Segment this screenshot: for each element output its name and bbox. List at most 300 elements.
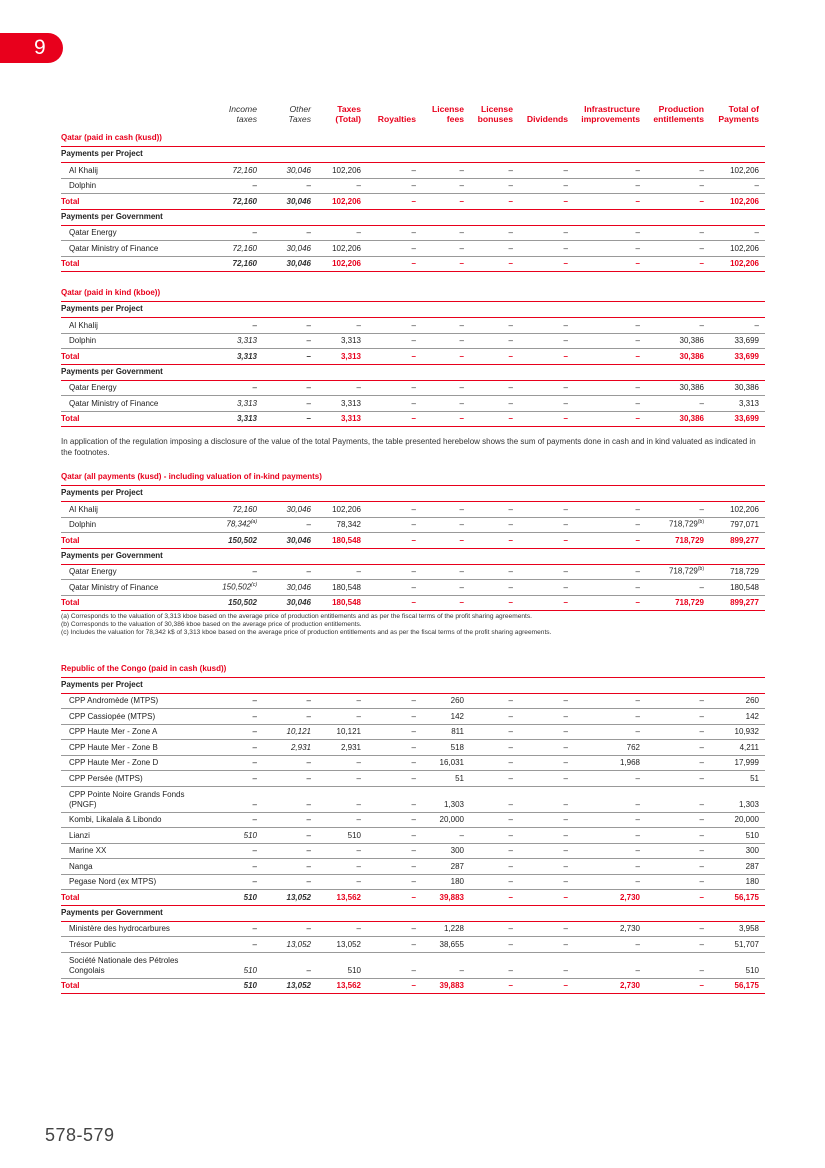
cell-value: 102,206 <box>730 165 759 175</box>
cell-value: – <box>252 758 257 768</box>
group-subtitle: Payments per Government <box>61 210 765 226</box>
cell-value: 13,562 <box>336 981 361 991</box>
cell-value: 510 <box>745 830 759 840</box>
cell-value: 13,052 <box>286 892 311 902</box>
cell-value: – <box>508 336 513 345</box>
cell-value: – <box>252 696 257 706</box>
cell-value: – <box>563 892 568 902</box>
cell-value: – <box>508 696 513 706</box>
cell-value: 38,655 <box>439 939 464 949</box>
section-title: Republic of the Congo (paid in cash (kusd)) <box>61 662 765 678</box>
column-header: Total of Payments <box>718 104 759 124</box>
cell-value: – <box>356 320 361 330</box>
row-label: Al Khalij <box>69 320 98 330</box>
cell-value: – <box>699 727 704 737</box>
cell-value: 78,342 <box>336 520 361 529</box>
cell-value: – <box>459 567 464 576</box>
cell-value: – <box>699 846 704 856</box>
cell-value: – <box>699 924 704 934</box>
cell-value: – <box>252 727 257 737</box>
cell-value: 72,160 <box>232 243 257 253</box>
cell-value: 13,562 <box>336 892 361 902</box>
row-label: Trésor Public <box>69 939 116 949</box>
cell-value: 180 <box>745 877 759 887</box>
cell-value: – <box>411 383 416 392</box>
cell-value: – <box>252 861 257 871</box>
row-label: Qatar Ministry of Finance <box>69 582 159 592</box>
cell-value: – <box>699 582 704 592</box>
row-label: Kombi, Likalala & Libondo <box>69 815 162 825</box>
cell-value: 718,729$^{(b)}$ <box>668 566 704 576</box>
cell-value: – <box>459 196 464 206</box>
cell-value: 30,046 <box>286 259 311 268</box>
group-subtitle: Payments per Government <box>61 906 765 922</box>
cell-value: – <box>563 799 568 809</box>
cell-value: – <box>356 181 361 190</box>
cell-value: – <box>508 351 513 361</box>
cell-value: – <box>699 165 704 175</box>
cell-value: 300 <box>745 846 759 856</box>
column-header: Other Taxes <box>288 104 311 124</box>
cell-value: – <box>411 742 416 752</box>
cell-value: – <box>306 846 311 856</box>
cell-value: – <box>563 243 568 253</box>
cell-value: – <box>411 965 416 975</box>
table-row <box>61 565 765 581</box>
cell-value: 39,883 <box>439 892 464 902</box>
table-row <box>61 396 765 412</box>
cell-value: – <box>508 981 513 991</box>
cell-value: 150,502 <box>228 598 257 607</box>
cell-value: – <box>508 398 513 408</box>
group-subtitle: Payments per Project <box>61 678 765 694</box>
cell-value: – <box>411 228 416 237</box>
table-row <box>61 813 765 829</box>
cell-value: – <box>699 758 704 768</box>
cell-value: – <box>252 711 257 721</box>
cell-value: – <box>252 939 257 949</box>
cell-value: 33,699 <box>734 351 759 361</box>
cell-value: 510 <box>347 965 361 975</box>
cell-value: – <box>411 758 416 768</box>
cell-value: 718,729 <box>730 567 759 576</box>
cell-value: – <box>252 383 257 392</box>
cell-value: – <box>252 773 257 783</box>
cell-value: – <box>459 965 464 975</box>
row-label: CPP Haute Mer - Zone D <box>69 758 159 768</box>
cell-value: – <box>411 398 416 408</box>
cell-value: – <box>459 830 464 840</box>
cell-value: – <box>252 924 257 934</box>
cell-value: – <box>411 567 416 576</box>
row-label: Société Nationale des Pétroles Congolais <box>69 955 179 975</box>
total-row <box>61 349 765 365</box>
table-row <box>61 740 765 756</box>
cell-value: – <box>635 711 640 721</box>
table-row <box>61 381 765 397</box>
column-header: Income taxes <box>228 104 257 124</box>
cell-value: – <box>635 799 640 809</box>
cell-value: – <box>699 320 704 330</box>
cell-value: – <box>563 861 568 871</box>
cell-value: – <box>699 877 704 887</box>
cell-value: – <box>459 520 464 529</box>
cell-value: – <box>699 711 704 721</box>
cell-value: – <box>563 773 568 783</box>
cell-value: – <box>563 165 568 175</box>
cell-value: – <box>356 815 361 825</box>
cell-value: 3,313 <box>236 351 257 361</box>
cell-value: – <box>306 830 311 840</box>
cell-value: 72,160 <box>232 259 257 268</box>
cell-value: – <box>411 727 416 737</box>
page-numbers: 578-579 <box>45 1125 115 1145</box>
cell-value: – <box>635 414 640 423</box>
cell-value: – <box>306 861 311 871</box>
cell-value: 3,313 <box>340 414 361 423</box>
row-label: Qatar Ministry of Finance <box>69 243 159 253</box>
row-label: CPP Cassiopée (MTPS) <box>69 711 156 721</box>
row-label: Total <box>61 535 80 545</box>
column-header: Production entitlements <box>653 104 704 124</box>
table-row <box>61 787 765 813</box>
cell-value: – <box>508 861 513 871</box>
cell-value: – <box>459 535 464 545</box>
row-label: Qatar Energy <box>69 567 117 576</box>
cell-value: – <box>699 259 704 268</box>
table-row <box>61 828 765 844</box>
cell-value: – <box>754 320 759 330</box>
cell-value: – <box>356 861 361 871</box>
cell-value: – <box>508 181 513 190</box>
cell-value: – <box>252 815 257 825</box>
row-label: Qatar Energy <box>69 228 117 237</box>
cell-value: – <box>635 351 640 361</box>
cell-value: – <box>699 799 704 809</box>
cell-value: – <box>635 598 640 607</box>
cell-value: – <box>459 383 464 392</box>
cell-value: – <box>411 196 416 206</box>
cell-value: – <box>508 414 513 423</box>
cell-value: – <box>563 981 568 991</box>
cell-value: – <box>306 398 311 408</box>
cell-value: – <box>508 165 513 175</box>
cell-value: 13,052 <box>336 939 361 949</box>
cell-value: – <box>699 696 704 706</box>
cell-value: – <box>411 815 416 825</box>
table-row <box>61 226 765 242</box>
cell-value: – <box>356 228 361 237</box>
table-row <box>61 953 765 979</box>
row-label: Dolphin <box>69 181 97 190</box>
cell-value: – <box>411 799 416 809</box>
cell-value: 30,046 <box>286 196 311 206</box>
cell-value: 30,046 <box>286 504 311 514</box>
cell-value: – <box>754 228 759 237</box>
cell-value: – <box>356 567 361 576</box>
cell-value: 287 <box>745 861 759 871</box>
cell-value: 287 <box>450 861 464 871</box>
cell-value: – <box>411 773 416 783</box>
cell-value: – <box>411 351 416 361</box>
cell-value: – <box>306 383 311 392</box>
cell-value: 2,730 <box>619 892 640 902</box>
cell-value: – <box>635 696 640 706</box>
cell-value: – <box>306 773 311 783</box>
cell-value: – <box>508 892 513 902</box>
cell-value: – <box>754 181 759 190</box>
cell-value: 102,206 <box>730 259 759 268</box>
cell-value: 20,000 <box>439 815 464 825</box>
cell-value: – <box>699 228 704 237</box>
row-label: CPP Persée (MTPS) <box>69 773 143 783</box>
cell-value: – <box>635 196 640 206</box>
cell-value: 16,031 <box>439 758 464 768</box>
cell-value: – <box>306 414 311 423</box>
cell-value: – <box>563 398 568 408</box>
cell-value: – <box>459 243 464 253</box>
cell-value: – <box>563 877 568 887</box>
table-row <box>61 179 765 195</box>
cell-value: 102,206 <box>332 259 361 268</box>
row-label: Dolphin <box>69 520 97 529</box>
row-label: Pegase Nord (ex MTPS) <box>69 877 157 887</box>
cell-value: 30,046 <box>286 535 311 545</box>
row-label: Total <box>61 351 80 361</box>
cell-value: 10,121 <box>336 727 361 737</box>
row-label: Total <box>61 598 80 607</box>
cell-value: – <box>699 830 704 840</box>
cell-value: 762 <box>626 742 640 752</box>
cell-value: – <box>563 228 568 237</box>
table-row <box>61 771 765 787</box>
cell-value: 102,206 <box>730 196 759 206</box>
cell-value: – <box>306 567 311 576</box>
cell-value: – <box>563 758 568 768</box>
cell-value: – <box>563 336 568 345</box>
cell-value: 78,342$^{(a)}$ <box>226 519 257 529</box>
cell-value: 899,277 <box>730 598 759 607</box>
cell-value: – <box>563 830 568 840</box>
cell-value: – <box>356 758 361 768</box>
cell-value: 510 <box>243 892 257 902</box>
cell-value: – <box>411 877 416 887</box>
cell-value: – <box>699 504 704 514</box>
cell-value: 13,052 <box>286 981 311 991</box>
table-row <box>61 756 765 772</box>
cell-value: – <box>508 742 513 752</box>
cell-value: – <box>306 758 311 768</box>
cell-value: 51 <box>455 773 464 783</box>
table-row <box>61 694 765 710</box>
group-subtitle: Payments per Government <box>61 549 765 565</box>
row-label: Al Khalij <box>69 165 98 175</box>
cell-value: – <box>508 567 513 576</box>
table-row <box>61 502 765 518</box>
row-label: Marine XX <box>69 846 107 856</box>
cell-value: – <box>563 320 568 330</box>
group-subtitle: Payments per Project <box>61 302 765 318</box>
cell-value: – <box>699 939 704 949</box>
cell-value: 1,228 <box>443 924 464 934</box>
footnote-marker: (b) <box>697 566 704 573</box>
cell-value: – <box>508 815 513 825</box>
cell-value: – <box>563 181 568 190</box>
cell-value: 3,313 <box>738 398 759 408</box>
cell-value: – <box>635 228 640 237</box>
cell-value: – <box>563 535 568 545</box>
cell-value: – <box>411 414 416 423</box>
cell-value: – <box>411 861 416 871</box>
table-row <box>61 859 765 875</box>
row-label: Qatar Ministry of Finance <box>69 398 159 408</box>
explanatory-paragraph: In application of the regulation imposing a disclosure of the value of the total Payments, the table presented herebelow shows the sum of payments done in cash and in kind valuated as indicated in the footnotes. <box>61 437 756 457</box>
cell-value: – <box>635 259 640 268</box>
cell-value: – <box>306 965 311 975</box>
cell-value: 102,206 <box>332 165 361 175</box>
cell-value: 33,699 <box>734 414 759 423</box>
cell-value: – <box>508 965 513 975</box>
cell-value: – <box>563 846 568 856</box>
cell-value: 30,046 <box>286 243 311 253</box>
row-label: Lianzi <box>69 830 90 840</box>
cell-value: – <box>411 165 416 175</box>
cell-value: – <box>563 742 568 752</box>
cell-value: – <box>306 228 311 237</box>
row-label: Total <box>61 259 80 268</box>
column-header: Infrastructure improvements <box>581 104 640 124</box>
section-number: 9 <box>34 36 46 59</box>
cell-value: 1,968 <box>619 758 640 768</box>
cell-value: – <box>356 799 361 809</box>
group-subtitle: Payments per Project <box>61 147 765 163</box>
cell-value: 56,175 <box>734 892 759 902</box>
cell-value: – <box>699 742 704 752</box>
cell-value: – <box>252 228 257 237</box>
table-column-headers <box>61 98 765 124</box>
cell-value: – <box>508 877 513 887</box>
cell-value: – <box>508 924 513 934</box>
cell-value: – <box>635 398 640 408</box>
cell-value: 260 <box>745 696 759 706</box>
row-label: Total <box>61 892 80 902</box>
cell-value: – <box>508 939 513 949</box>
cell-value: 180,548 <box>332 535 361 545</box>
row-label: Al Khalij <box>69 504 98 514</box>
cell-value: 3,313 <box>340 336 361 345</box>
row-label: Total <box>61 196 80 206</box>
footnote: (a) Corresponds to the valuation of 3,313 kboe based on the average price of production entitlements and as per the fiscal terms of the profit sharing agreements. <box>61 613 532 620</box>
total-row <box>61 890 765 906</box>
cell-value: 2,730 <box>619 924 640 934</box>
cell-value: – <box>459 320 464 330</box>
footnote-marker: (c) <box>251 581 257 588</box>
cell-value: – <box>699 398 704 408</box>
cell-value: – <box>356 924 361 934</box>
cell-value: 1,303 <box>738 799 759 809</box>
cell-value: – <box>563 965 568 975</box>
cell-value: – <box>563 196 568 206</box>
cell-value: – <box>508 535 513 545</box>
section-title: Qatar (paid in cash (kusd)) <box>61 131 765 147</box>
cell-value: – <box>411 320 416 330</box>
cell-value: – <box>508 582 513 592</box>
cell-value: – <box>459 414 464 423</box>
cell-value: – <box>508 243 513 253</box>
cell-value: 811 <box>451 727 464 737</box>
cell-value: – <box>306 815 311 825</box>
cell-value: – <box>459 259 464 268</box>
table-row <box>61 241 765 257</box>
cell-value: – <box>699 815 704 825</box>
cell-value: – <box>508 727 513 737</box>
cell-value: 142 <box>745 711 759 721</box>
cell-value: – <box>563 414 568 423</box>
cell-value: – <box>252 846 257 856</box>
table-row <box>61 875 765 891</box>
cell-value: – <box>459 582 464 592</box>
cell-value: – <box>563 924 568 934</box>
cell-value: – <box>411 504 416 514</box>
cell-value: – <box>411 846 416 856</box>
cell-value: 3,313 <box>236 398 257 408</box>
cell-value: 13,052 <box>286 939 311 949</box>
row-label: CPP Haute Mer - Zone B <box>69 742 158 752</box>
cell-value: 180 <box>450 877 464 887</box>
cell-value: – <box>411 981 416 991</box>
cell-value: 2,931 <box>340 742 361 752</box>
cell-value: – <box>508 504 513 514</box>
cell-value: – <box>252 181 257 190</box>
cell-value: – <box>459 598 464 607</box>
cell-value: – <box>699 965 704 975</box>
cell-value: – <box>699 861 704 871</box>
cell-value: – <box>411 336 416 345</box>
cell-value: – <box>563 582 568 592</box>
cell-value: 3,313 <box>236 336 257 345</box>
table-row <box>61 937 765 953</box>
cell-value: – <box>459 181 464 190</box>
cell-value: – <box>306 181 311 190</box>
cell-value: – <box>306 336 311 345</box>
cell-value: 718,729$^{(b)}$ <box>668 519 704 529</box>
cell-value: – <box>563 504 568 514</box>
cell-value: – <box>306 320 311 330</box>
cell-value: – <box>635 504 640 514</box>
cell-value: 30,046 <box>286 165 311 175</box>
cell-value: – <box>411 696 416 706</box>
cell-value: – <box>635 336 640 345</box>
cell-value: – <box>508 196 513 206</box>
cell-value: 3,958 <box>738 924 759 934</box>
cell-value: – <box>635 320 640 330</box>
table-row <box>61 518 765 534</box>
cell-value: – <box>563 259 568 268</box>
column-header: Taxes (Total) <box>335 104 361 124</box>
cell-value: 20,000 <box>734 815 759 825</box>
cell-value: – <box>563 567 568 576</box>
cell-value: 10,121 <box>286 727 311 737</box>
cell-value: – <box>508 773 513 783</box>
cell-value: 510 <box>243 830 257 840</box>
cell-value: – <box>635 165 640 175</box>
group-subtitle: Payments per Government <box>61 365 765 381</box>
total-row <box>61 257 765 273</box>
cell-value: – <box>699 892 704 902</box>
row-label: CPP Haute Mer - Zone A <box>69 727 158 737</box>
row-label: Total <box>61 981 80 991</box>
cell-value: – <box>563 598 568 607</box>
